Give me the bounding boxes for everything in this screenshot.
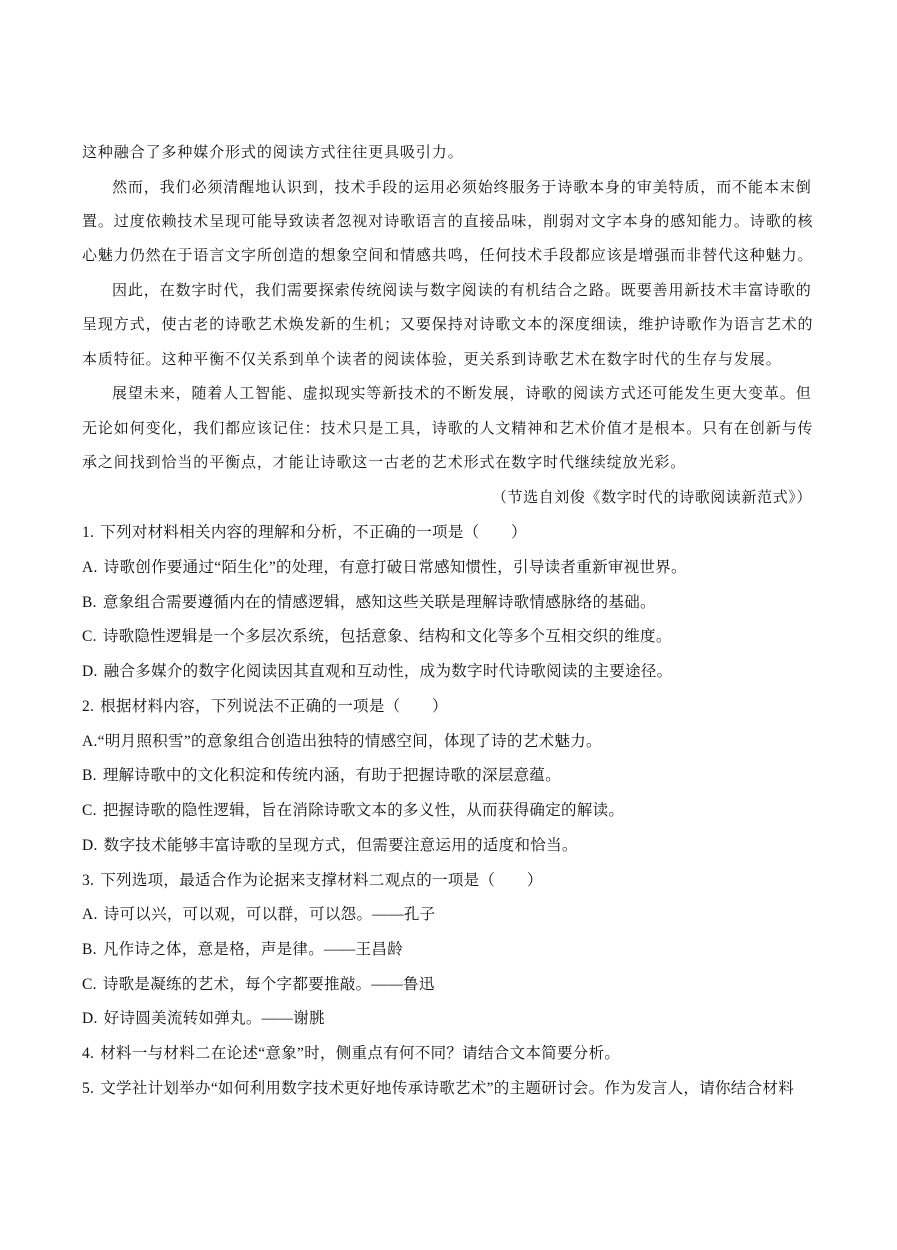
passage-line: 本质特征。这种平衡不仅关系到单个读者的阅读体验，更关系到诗歌艺术在数字时代的生存与发展。 (82, 350, 782, 368)
question-3-option-b (82, 940, 812, 960)
option-letter: B. (82, 594, 97, 611)
option-letter: B. (82, 941, 97, 958)
option-text: 把握诗歌的隐性逻辑，旨在消除诗歌文本的多义性，从而获得确定的解读。 (102, 802, 625, 819)
option-letter: A. (82, 906, 98, 923)
option-text: 凡作诗之体，意是格，声是律。——王昌龄 (102, 941, 404, 958)
option-text: 融合多媒介的数字化阅读因其直观和互动性，成为数字时代诗歌阅读的主要途径。 (103, 663, 673, 680)
question-3-option-d (82, 1009, 812, 1029)
passage-line: 然而，我们必须清醒地认识到，技术手段的运用必须始终服务于诗歌本身的审美特质，而不能本末倒 (112, 178, 812, 196)
question-number: 3. (82, 872, 95, 889)
question-number: 1. (82, 524, 95, 541)
question-2-stem (82, 697, 812, 717)
passage-line: 承之间找到恰当的平衡点，才能让诗歌这一古老的艺术形式在数字时代继续绽放光彩。 (82, 453, 687, 471)
option-text: 数字技术能够丰富诗歌的呈现方式，但需要注意运用的适度和恰当。 (103, 837, 578, 854)
passage-line: 这种融合了多种媒介形式的阅读方式往往更具吸引力。 (82, 143, 464, 161)
passage-line: 心魅力仍然在于语言文字所创造的想象空间和情感共鸣，任何技术手段都应该是增强而非替代这种魅力。 (82, 246, 814, 264)
question-text: 文学社计划举办“如何利用数字技术更好地传承诗歌艺术”的主题研讨会。作为发言人，请你结合材料 (100, 1080, 794, 1097)
question-1-option-a (82, 558, 812, 578)
option-text: “明月照积雪”的意象组合创造出独特的情感空间，体现了诗的艺术魅力。 (97, 733, 602, 750)
question-text: 根据材料内容，下列说法不正确的一项是（ ） (100, 698, 448, 715)
question-2-option-d (82, 836, 812, 856)
option-text: 意象组合需要遵循内在的情感逻辑，感知这些关联是理解诗歌情感脉络的基础。 (102, 594, 656, 611)
question-5-stem (82, 1079, 812, 1099)
option-text: 诗歌隐性逻辑是一个多层次系统，包括意象、结构和文化等多个互相交织的维度。 (102, 628, 672, 645)
option-text: 好诗圆美流转如弹丸。——谢朓 (103, 1010, 325, 1027)
option-letter: A. (82, 559, 98, 576)
passage-source: （节选自刘俊《数字时代的诗歌阅读新范式》） (491, 488, 812, 506)
question-number: 5. (82, 1080, 95, 1097)
option-letter: C. (82, 802, 97, 819)
question-2-option-b (82, 766, 812, 786)
question-2-option-c (82, 801, 812, 821)
option-letter: C. (82, 976, 97, 993)
question-3-option-a (82, 905, 812, 925)
passage-line: 呈现方式，使古老的诗歌艺术焕发新的生机；又要保持对诗歌文本的深度细读，维护诗歌作为语言艺术的 (82, 315, 814, 333)
option-letter: D. (82, 837, 98, 854)
option-text: 诗可以兴，可以观，可以群，可以怨。——孔子 (103, 906, 436, 923)
passage-line: 因此，在数字时代，我们需要探索传统阅读与数字阅读的有机结合之路。既要善用新技术丰富诗歌的 (112, 281, 812, 299)
option-text: 诗歌创作要通过“陌生化”的处理，有意打破日常感知惯性，引导读者重新审视世界。 (103, 559, 687, 576)
option-letter: C. (82, 628, 97, 645)
question-3-stem (82, 871, 812, 891)
question-number: 2. (82, 698, 95, 715)
passage-line: 置。过度依赖技术呈现可能导致读者忽视对诗歌语言的直接品味，削弱对文字本身的感知能力。诗歌的核 (82, 212, 814, 230)
question-1-option-b (82, 593, 812, 613)
option-letter: A. (82, 733, 98, 750)
question-text: 下列对材料相关内容的理解和分析，不正确的一项是（ ） (100, 524, 527, 541)
question-1-option-d (82, 662, 812, 682)
question-text: 下列选项，最适合作为论据来支撑材料二观点的一项是（ ） (100, 872, 543, 889)
question-1-option-c (82, 627, 812, 647)
question-4-stem (82, 1044, 812, 1064)
question-number: 4. (82, 1045, 95, 1062)
question-1-stem (82, 523, 812, 543)
option-letter: B. (82, 767, 97, 784)
passage-line: 无论如何变化，我们都应该记住：技术只是工具，诗歌的人文精神和艺术价值才是根本。只有在创新与传 (82, 419, 814, 437)
passage-line: 展望未来，随着人工智能、虚拟现实等新技术的不断发展，诗歌的阅读方式还可能发生更大变革。但 (112, 384, 812, 402)
option-letter: D. (82, 663, 98, 680)
question-2-option-a (82, 732, 812, 752)
option-text: 理解诗歌中的文化积淀和传统内涵，有助于把握诗歌的深层意蕴。 (102, 767, 562, 784)
question-3-option-c (82, 975, 812, 995)
question-text: 材料一与材料二在论述“意象”时，侧重点有何不同？请结合文本简要分析。 (100, 1045, 621, 1062)
option-letter: D. (82, 1010, 98, 1027)
option-text: 诗歌是凝练的艺术，每个字都要推敲。——鲁迅 (102, 976, 435, 993)
